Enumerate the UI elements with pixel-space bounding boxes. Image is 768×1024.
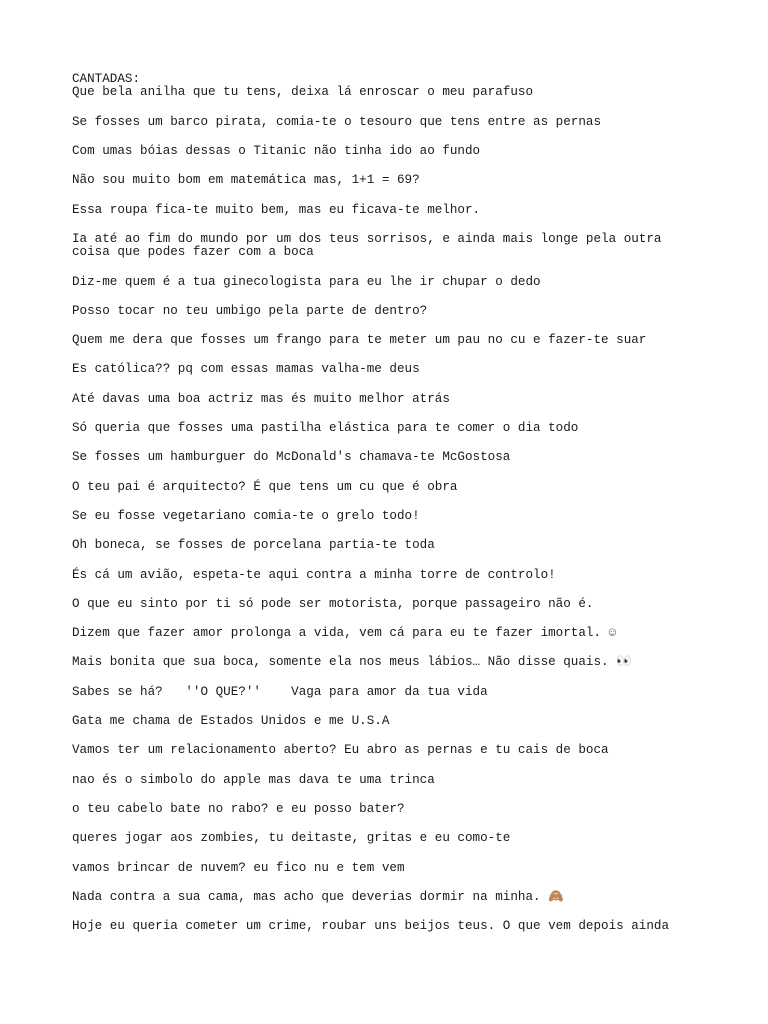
pickup-line: Hoje eu queria cometer um crime, roubar uns beijos teus. O que vem depois ainda xyxy=(72,919,670,934)
pickup-line: queres jogar aos zombies, tu deitaste, gritas e eu como-te xyxy=(72,831,511,846)
pickup-line: Que bela anilha que tu tens, deixa lá enroscar o meu parafuso xyxy=(72,85,534,100)
pickup-line: Se eu fosse vegetariano comia-te o grelo todo! xyxy=(72,508,420,523)
pickup-line: nao és o simbolo do apple mas dava te uma trinca xyxy=(72,772,435,787)
pickup-line: Não sou muito bom em matemática mas, 1+1 = 69? xyxy=(72,173,420,188)
pickup-lines-list xyxy=(72,86,752,933)
document-page xyxy=(72,73,752,949)
pickup-line: Vamos ter um relacionamento aberto? Eu abro as pernas e tu cais de boca xyxy=(72,743,609,758)
pickup-line: o teu cabelo bate no rabo? e eu posso bater? xyxy=(72,801,405,816)
pickup-line: Só queria que fosses uma pastilha elástica para te comer o dia todo xyxy=(72,421,579,436)
pickup-line: És cá um avião, espeta-te aqui contra a minha torre de controlo! xyxy=(72,567,556,582)
pickup-line: Quem me dera que fosses um frango para te meter um pau no cu e fazer-te suar xyxy=(72,333,647,348)
pickup-line: Se fosses um barco pirata, comia-te o tesouro que tens entre as pernas xyxy=(72,114,602,129)
pickup-line: Dizem que fazer amor prolonga a vida, vem cá para eu te fazer imortal. ☺ xyxy=(72,626,617,641)
document-heading: CANTADAS: xyxy=(72,72,141,86)
pickup-line: Com umas bóias dessas o Titanic não tinha ido ao fundo xyxy=(72,144,481,158)
pickup-line: Nada contra a sua cama, mas acho que deverias dormir na minha. 🙈 xyxy=(72,889,564,904)
pickup-line: Diz-me quem é a tua ginecologista para eu lhe ir chupar o dedo xyxy=(72,274,541,289)
pickup-line: Sabes se há? ''O QUE?'' Vaga para amor da tua vida xyxy=(72,684,488,699)
pickup-line: O teu pai é arquitecto? É que tens um cu que é obra xyxy=(72,479,458,494)
pickup-line: Essa roupa fica-te muito bem, mas eu ficava-te melhor. xyxy=(72,202,481,217)
pickup-line: O que eu sinto por ti só pode ser motorista, porque passageiro não é. xyxy=(72,596,594,611)
pickup-line: Gata me chama de Estados Unidos e me U.S.A xyxy=(72,714,390,729)
pickup-line: vamos brincar de nuvem? eu fico nu e tem vem xyxy=(72,860,405,875)
pickup-line: Mais bonita que sua boca, somente ela nos meus lábios… Não disse quais. 👀 xyxy=(72,655,632,670)
pickup-line: Oh boneca, se fosses de porcelana partia-te toda xyxy=(72,538,435,553)
pickup-line: Posso tocar no teu umbigo pela parte de dentro? xyxy=(72,303,428,318)
pickup-line: Ia até ao fim do mundo por um dos teus sorrisos, e ainda mais longe pela outra coisa que podes fazer com a boca xyxy=(72,231,662,260)
pickup-line: Se fosses um hamburguer do McDonald's chamava-te McGostosa xyxy=(72,450,511,465)
pickup-line: Até davas uma boa actriz mas és muito melhor atrás xyxy=(72,391,450,406)
pickup-line: Es católica?? pq com essas mamas valha-me deus xyxy=(72,362,420,377)
